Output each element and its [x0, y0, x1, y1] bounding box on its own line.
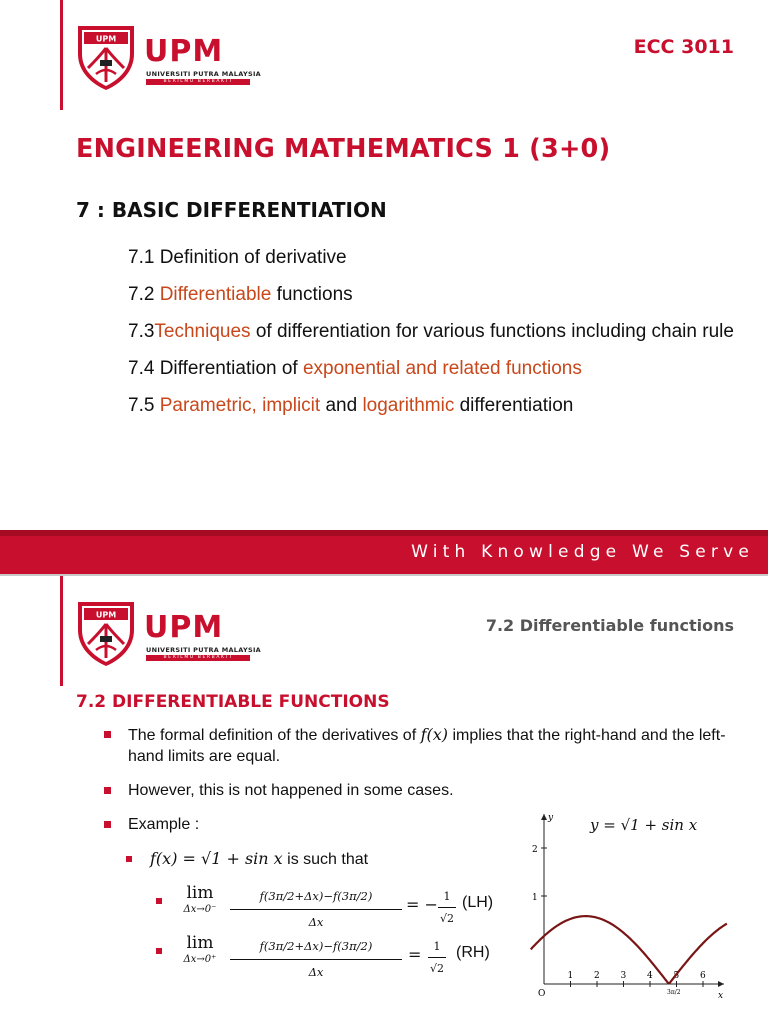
topic-item: 7.4 Differentiation of exponential and related functions — [128, 358, 582, 379]
section-tag: 7.2 Differentiable functions — [485, 616, 734, 635]
motto: With Knowledge We Serve — [411, 542, 754, 562]
upm-logo — [70, 20, 261, 92]
topic-item: 7.1 Definition of derivative — [128, 247, 347, 268]
y-tick-label: 1 — [532, 893, 538, 903]
university-name: UNIVERSITI PUTRA MALAYSIA — [146, 646, 261, 654]
university-tagline: BERILMU BERBAKTI — [146, 655, 250, 661]
topic-list — [128, 242, 748, 427]
slide-title: ENGINEERING MATHEMATICS 1 (3+0) — [76, 134, 611, 164]
bullet-item: However, this is not happened in some cases. — [104, 780, 504, 801]
university-name: UNIVERSITI PUTRA MALAYSIA — [146, 70, 261, 78]
x-tick-label: 1 — [567, 971, 574, 981]
svg-text:UPM: UPM — [95, 34, 117, 44]
x-axis-label: x — [718, 991, 724, 1000]
sub-bullet-item: f(x) = √1 + sin x is such that — [126, 848, 744, 870]
y-axis-label: y — [548, 813, 554, 823]
slide-2 — [0, 576, 768, 1024]
university-tagline: BERILMU BERBAKTI — [146, 79, 250, 85]
function-curve — [531, 916, 727, 983]
x-tick-label: 3 — [620, 971, 627, 981]
upm-logo — [70, 596, 261, 668]
bullet-item: Example : — [104, 814, 504, 835]
chapter-heading: 7 : BASIC DIFFERENTIATION — [76, 198, 387, 222]
rh-label: (RH) — [456, 944, 490, 961]
function-graph — [528, 804, 728, 1000]
special-tick-label: 3π/2 — [667, 989, 681, 996]
x-tick-label: 4 — [647, 971, 653, 981]
left-accent-bar — [60, 576, 63, 686]
topic-item: 7.5 Parametric, implicit and logarithmic differentiation — [128, 395, 574, 416]
topic-item: 7.2 Differentiable functions — [128, 284, 353, 305]
x-tick-label: O — [538, 989, 546, 999]
lh-label: (LH) — [462, 894, 494, 911]
x-tick-label: 2 — [594, 971, 600, 981]
bullet-item: The formal definition of the derivatives of f(x) implies that the right-hand and the left-hand limits are equal. — [104, 724, 744, 767]
graph-equation-label: y = √1 + sin x — [590, 816, 698, 834]
svg-text:UPM: UPM — [95, 610, 117, 620]
upm-wordmark: UPM — [144, 610, 224, 645]
footer-band — [0, 530, 768, 574]
course-code: ECC 3011 — [633, 36, 734, 58]
x-tick-label: 6 — [700, 971, 706, 981]
upm-wordmark: UPM — [144, 34, 224, 69]
section-heading: 7.2 DIFFERENTIABLE FUNCTIONS — [76, 692, 390, 712]
right-limit-equation: lim Δx→0⁺ $\frac{f(3\pi/2+\Delta x)-f(3\pi/2)}{\Delta x}$ = 1 √2 (RH) — [156, 932, 744, 976]
y-tick-label: 2 — [532, 845, 538, 855]
footer-stripe — [0, 530, 768, 536]
upm-crest-icon — [70, 596, 142, 668]
x-tick-label: 5 — [673, 971, 680, 981]
left-limit-equation: lim Δx→0⁻ $\frac{f(3\pi/2+\Delta x)-f(3\pi/2)}{\Delta x}$ = − 1 √2 (LH) — [156, 882, 744, 926]
topic-item: 7.3Techniques of differentiation for various functions including chain rule — [128, 321, 734, 342]
upm-crest-icon — [70, 20, 142, 92]
left-accent-bar — [60, 0, 63, 110]
